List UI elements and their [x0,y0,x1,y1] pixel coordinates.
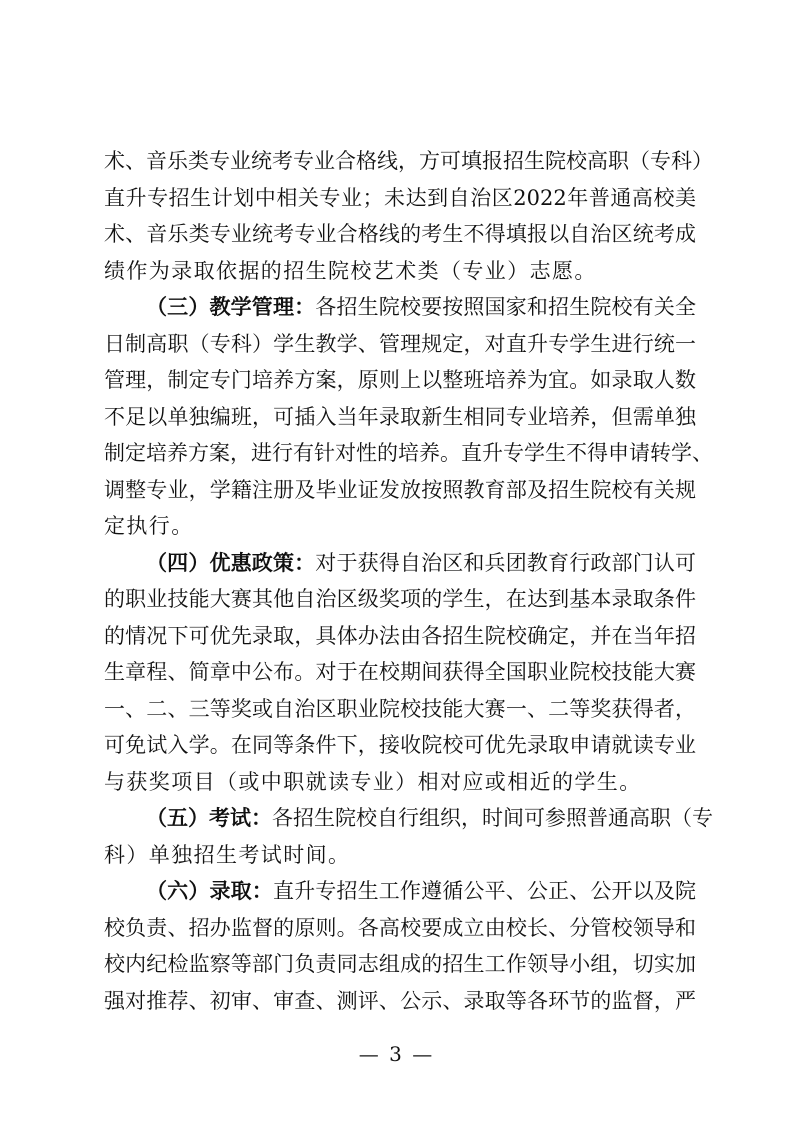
text-line: 不足以单独编班，可插入当年录取新生相同专业培养，但需单独 [104,404,696,429]
text-line: 的职业技能大赛其他自治区级奖项的学生，在达到基本录取条件 [104,587,696,611]
paragraph-examination [104,800,713,873]
text-line: 日制高职（专科）学生教学、管理规定，对直升专学生进行统一 [104,331,696,356]
section-heading-teaching-management: （三）教学管理： [146,294,316,319]
text-span: 各招生院校要按照国家和招生院校有关全 [315,295,696,319]
text-span: 对于获得自治区和兵团教育行政部门认可 [315,550,696,575]
text-line: 调整专业，学籍注册及毕业证发放按照教育部及招生院校有关规 [104,477,696,502]
text-span: 直升专招生工作遵循公平、公正、公开以及院 [272,879,697,903]
section-heading-admission: （六）录取： [146,878,273,903]
text-line [104,800,713,837]
section-heading-examination: （五）考试： [146,805,272,830]
text-line: 可免试入学。在同等条件下，接收院校可优先录取申请就读专业 [104,733,696,757]
text-line: 与获奖项目（或中职就读专业）相对应或相近的学生。 [104,769,642,794]
paragraph-teaching-management [104,289,713,545]
text-line: 定执行。 [104,514,194,538]
document-body [104,143,713,1019]
text-line: 科）单独招生考试时间。 [104,842,351,867]
text-line: 管理，制定专门培养方案，原则上以整班培养为宜。如录取人数 [104,368,696,392]
paragraph-preferential-policy [104,545,696,801]
page-number: — 3 — [358,1042,435,1066]
section-heading-preferential-policy: （四）优惠政策： [146,549,316,575]
text-line: 绩作为录取依据的招生院校艺术类（专业）志愿。 [104,258,597,283]
text-line [104,873,696,910]
text-line: 直升专招生计划中相关专业；未达到自治区2022年普通高校美 [104,185,696,210]
text-line: 制定培养方案，进行有针对性的培养。直升专学生不得申请转学、 [104,441,713,465]
text-span: 各招生院校自行组织，时间可参照普通高职（专 [272,806,713,830]
text-line [104,545,696,582]
text-line: 生章程、简章中公布。对于在校期间获得全国职业院校技能大赛 [104,660,696,684]
paragraph-art-music-qualification [104,143,713,289]
text-line: 强对推荐、初审、审查、测评、公示、录取等各环节的监督，严 [104,988,696,1013]
text-line: 术、音乐类专业统考专业合格线，方可填报招生院校高职（专科） [104,149,713,173]
text-line: 的情况下可优先录取，具体办法由各招生院校确定，并在当年招 [104,623,696,648]
paragraph-admission [104,873,696,1019]
text-line: 校负责、招办监督的原则。各高校要成立由校长、分管校领导和 [104,915,696,940]
text-line: 一、二、三等奖或自治区职业院校技能大赛一、二等奖获得者， [104,696,696,721]
text-line: 校内纪检监察等部门负责同志组成的招生工作领导小组，切实加 [104,952,696,976]
text-line [104,289,696,326]
text-line: 术、音乐类专业统考专业合格线的考生不得填报以自治区统考成 [104,222,696,246]
